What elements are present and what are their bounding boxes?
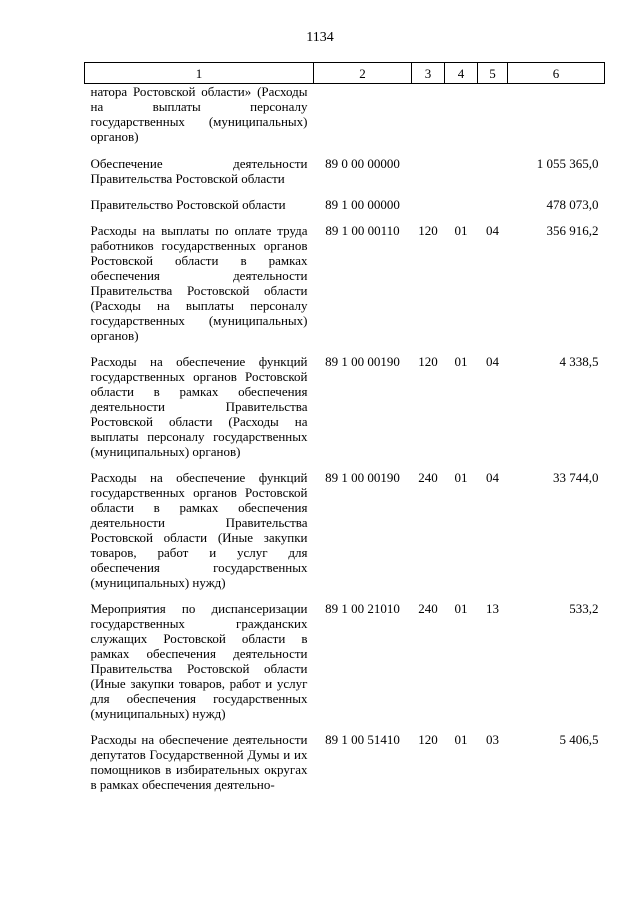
row-name: Расходы на обеспечение деятельности депутатов Государственной Думы и их помощников в избирательных округах в рамках обеспечения деятельно- — [90, 732, 308, 792]
table-header-row — [85, 63, 605, 84]
row-expense-type: 120 — [418, 354, 438, 369]
header-col-2: 2 — [314, 63, 412, 84]
row-amount — [508, 84, 605, 157]
row-subsection: 13 — [486, 601, 499, 616]
page-number: 1134 — [306, 30, 334, 45]
row-name: Расходы на обеспечение функций государственных органов Ростовской области в рамках обеспечения деятельности Правительства Ростовской области (Расходы на выплаты персоналу государственных (муниципальных) органов) — [90, 354, 308, 459]
row-code: 89 1 00 00190 — [325, 354, 400, 369]
row-code: 89 1 00 00000 — [325, 197, 400, 212]
row-code: 89 1 00 51410 — [325, 732, 400, 747]
row-amount: 33 744,0 — [553, 470, 599, 485]
row-subsection — [478, 197, 508, 223]
row-section — [445, 156, 478, 197]
row-section — [445, 84, 478, 157]
row-expense-type: 240 — [418, 470, 438, 485]
row-amount: 356 916,2 — [546, 223, 599, 238]
row-subsection: 03 — [486, 732, 499, 747]
row-subsection: 04 — [486, 223, 499, 238]
row-section: 01 — [454, 223, 468, 238]
header-col-3: 3 — [412, 63, 445, 84]
row-subsection — [478, 156, 508, 197]
table-row — [85, 197, 605, 223]
table-row — [85, 84, 605, 157]
row-section: 01 — [454, 732, 468, 747]
row-section — [445, 197, 478, 223]
row-subsection: 04 — [486, 354, 499, 369]
row-name: Расходы на выплаты по оплате труда работников государственных органов Ростовской области в рамках обеспечения деятельности Правительства Ростовской области (Расходы на выплаты персоналу государственных (муниципальных) органов) — [90, 223, 308, 343]
row-amount: 1 055 365,0 — [536, 156, 599, 171]
row-expense-type: 120 — [418, 223, 438, 238]
row-name: натора Ростовской области» (Расходы на выплаты персоналу государственных (муниципальных) органов) — [90, 84, 308, 144]
row-subsection: 04 — [486, 470, 499, 485]
header-col-5: 5 — [478, 63, 508, 84]
row-section: 01 — [454, 470, 468, 485]
row-subsection — [478, 84, 508, 157]
table-row — [85, 223, 605, 354]
row-section: 01 — [454, 601, 468, 616]
row-name: Обеспечение деятельности Правительства Ростовской области — [90, 156, 308, 186]
budget-table — [84, 62, 605, 803]
table-row — [85, 601, 605, 732]
row-expense-type: 120 — [418, 732, 438, 747]
row-amount: 478 073,0 — [546, 197, 599, 212]
row-name: Расходы на обеспечение функций государственных органов Ростовской области в рамках обеспечения деятельности Правительства Ростовской области (Иные закупки товаров, работ и услуг для обеспечения государственных (муниципальных) нужд) — [90, 470, 308, 590]
row-name: Мероприятия по диспансеризации государственных гражданских служащих Ростовской области в рамках обеспечения деятельности Правительства Ростовской области (Иные закупки товаров, работ и услуг для обеспечения государственных (муниципальных) нужд) — [90, 601, 308, 721]
row-amount: 5 406,5 — [559, 732, 599, 747]
row-code: 89 0 00 00000 — [325, 156, 400, 171]
row-code: 89 1 00 00110 — [325, 223, 400, 238]
row-section: 01 — [454, 354, 468, 369]
row-amount: 4 338,5 — [559, 354, 599, 369]
row-expense-type: 240 — [418, 601, 438, 616]
header-col-1: 1 — [85, 63, 314, 84]
row-amount: 533,2 — [569, 601, 599, 616]
table-row — [85, 470, 605, 601]
row-expense-type — [412, 197, 445, 223]
table-row — [85, 156, 605, 197]
row-code — [314, 84, 412, 157]
header-col-4: 4 — [445, 63, 478, 84]
row-expense-type — [412, 84, 445, 157]
header-col-6: 6 — [508, 63, 605, 84]
row-name: Правительство Ростовской области — [90, 197, 286, 212]
table-row — [85, 732, 605, 803]
row-code: 89 1 00 21010 — [325, 601, 400, 616]
row-expense-type — [412, 156, 445, 197]
row-code: 89 1 00 00190 — [325, 470, 400, 485]
table-row — [85, 354, 605, 470]
